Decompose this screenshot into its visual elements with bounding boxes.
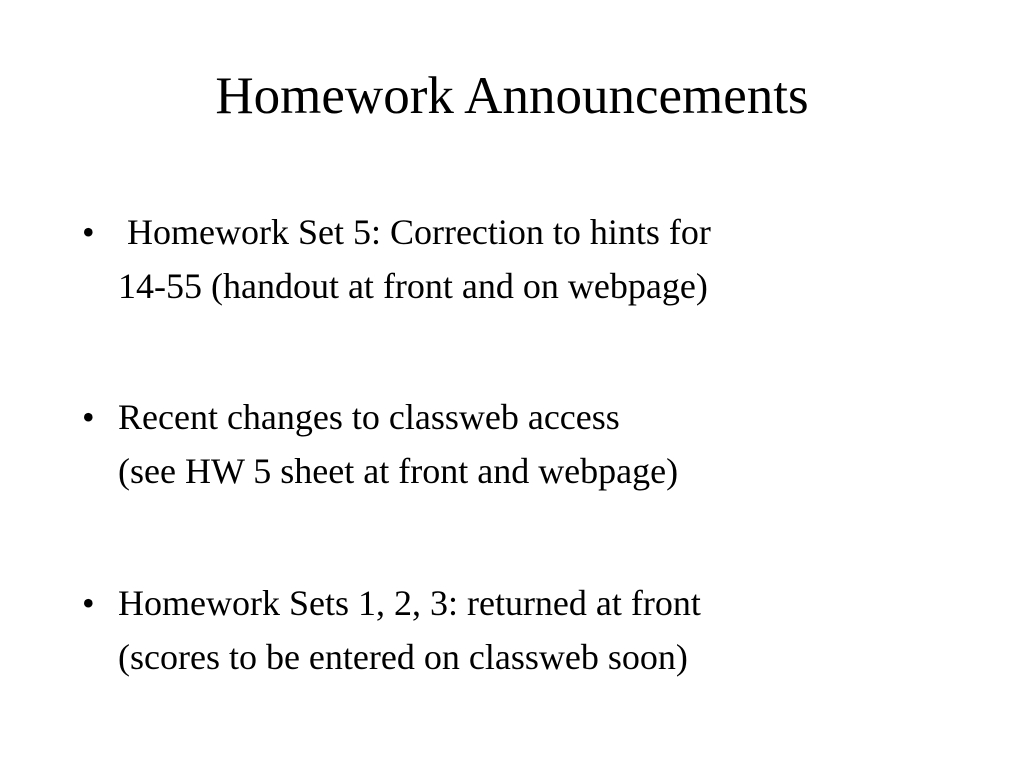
bullet-line: (see HW 5 sheet at front and webpage) [118, 451, 679, 491]
bullet-text [118, 390, 678, 498]
slide-title: Homework Announcements [215, 67, 809, 125]
bullet-icon: • [82, 583, 95, 623]
bullet-text [118, 205, 711, 313]
bullet-icon: • [82, 212, 95, 252]
bullet-line: 14-55 (handout at front and on webpage) [118, 266, 708, 306]
bullet-line: Recent changes to classweb access [118, 397, 620, 437]
bullet-line: Homework Set 5: Correction to hints for [118, 212, 711, 252]
bullet-icon: • [82, 397, 95, 437]
bullet-line: Homework Sets 1, 2, 3: returned at front [118, 583, 701, 623]
bullet-text [118, 576, 701, 684]
bullet-line: (scores to be entered on classweb soon) [118, 637, 688, 677]
